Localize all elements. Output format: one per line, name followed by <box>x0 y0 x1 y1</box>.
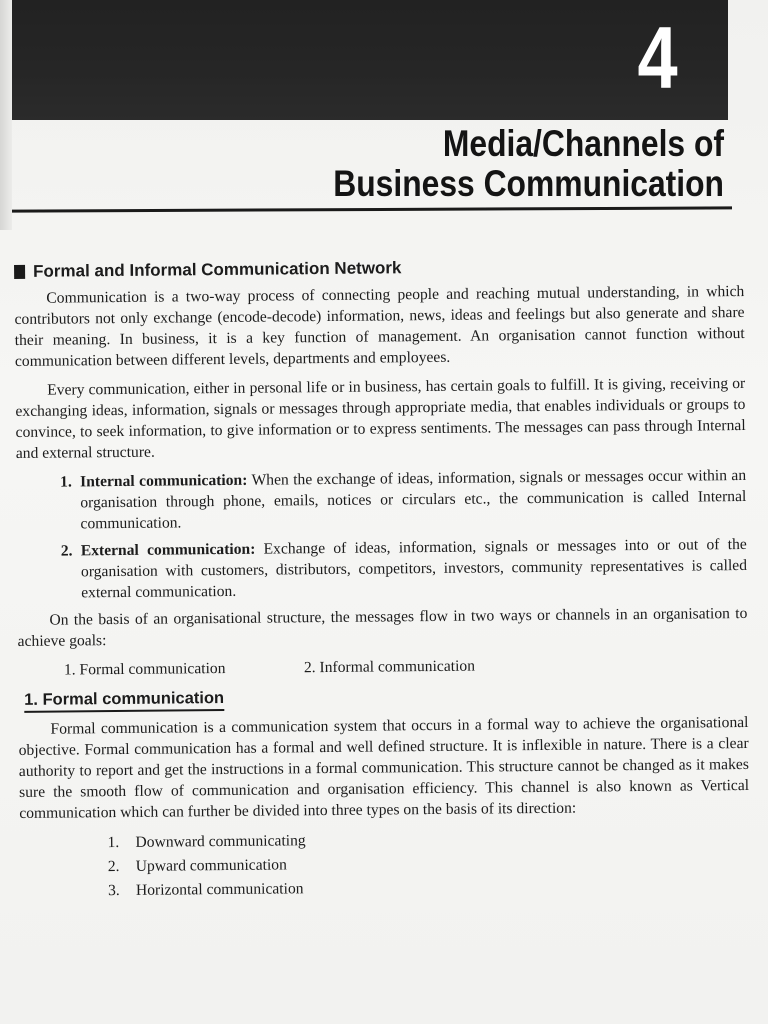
list-item-number: 3. <box>107 882 120 900</box>
channel-list <box>64 653 748 681</box>
formal-types-list <box>19 825 750 904</box>
section-heading <box>14 255 744 282</box>
title-rule <box>12 206 732 212</box>
definition-number: 1. <box>60 473 72 491</box>
paragraph-goals: Every communication, either in personal life or in business, has certain goals to fulfill. It is giving, receiving or exchanging ideas, information, signals or messages through appropriate media, that enables individuals or groups to convince, to seek information, to give information or to express sentiments. The messages can pass through Internal and external structure. <box>15 374 746 462</box>
paragraph-intro: Communication is a two-way process of connecting people and reaching mutual understanding, in which contributors not only exchange (encode-decode) information, news, ideas and feelings but also generate and share their meaning. In business, it is a key function of management. An organisation cannot function without communication between different levels, departments and employees. <box>14 282 745 370</box>
chapter-title <box>277 124 724 204</box>
definition-text: Exchange of ideas, information, signals or messages into or out of the organisation with customers, distributors, competitors, investors, community representatives is called external communication. <box>80 535 748 602</box>
banner-edge-shadow <box>0 0 12 230</box>
page-content <box>14 255 750 904</box>
list-item-number: 2. <box>107 858 120 876</box>
list-item-label: Downward communicating <box>135 832 306 851</box>
definition-text: When the exchange of ideas, information, signals or messages occur within an organisation through phone, emails, notices or circulars etc., the communication is called Internal communication. <box>80 466 747 533</box>
channel-formal: 1. Formal communication <box>63 659 226 679</box>
definition-external <box>17 534 748 604</box>
paragraph-formal: Formal communication is a communication system that occurs in a formal way to achieve the organisational objective. Formal communication has a formal and well defined structure. It is inflexible in nature. There is a clear authority to report and get the instructions in a formal communication. This structure cannot be changed as it makes sure the smooth flow of communication and organisation efficiency. This channel is also known as Vertical communication which can further be divided into three types on the basis of its direction: <box>18 713 750 822</box>
channel-informal: 2. Informal communication <box>303 657 476 677</box>
list-item-number: 1. <box>107 834 120 852</box>
formal-communication-heading: 1. Formal communication <box>24 689 224 713</box>
chapter-title-line2: Business Communication <box>333 163 724 204</box>
square-bullet-icon <box>14 265 25 279</box>
list-item-label: Upward communication <box>135 856 287 875</box>
definition-term: External communication: <box>80 540 256 560</box>
list-item-label: Horizontal communication <box>135 880 304 899</box>
chapter-title-line1: Media/Channels of <box>442 123 724 164</box>
chapter-number: 4 <box>637 8 676 107</box>
chapter-banner <box>12 0 728 120</box>
section-heading-text: Formal and Informal Communication Network <box>32 258 402 281</box>
paragraph-channels: On the basis of an organisational structure, the messages flow in two ways or channels in an organisation to achieve goals: <box>17 604 748 650</box>
definition-list <box>16 465 747 604</box>
definition-internal <box>16 465 747 535</box>
definition-term: Internal communication: <box>80 471 248 491</box>
definition-number: 2. <box>60 542 73 560</box>
